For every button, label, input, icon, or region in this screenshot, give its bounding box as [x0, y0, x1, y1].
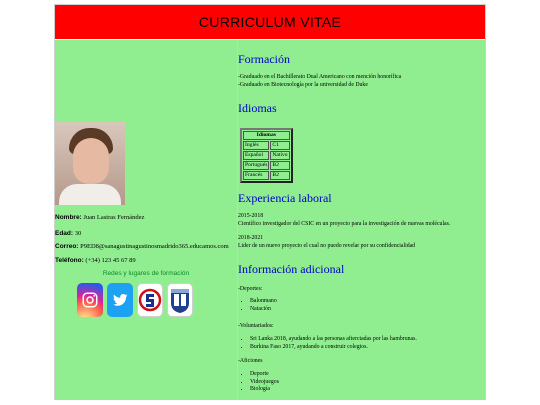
page-title: CURRICULUM VITAE: [198, 14, 342, 30]
school-logo-icon[interactable]: [137, 283, 163, 317]
adicional-title: Información adicional: [238, 262, 345, 276]
twitter-icon[interactable]: [107, 283, 133, 317]
correo-label: Correo:: [55, 243, 79, 250]
deportes-list: [250, 298, 277, 313]
nombre-label: Nombre:: [55, 214, 82, 221]
telefono-label: Teléfono:: [55, 257, 84, 264]
list-item: • Deporte: [250, 371, 279, 379]
social-links: [77, 283, 193, 317]
experiencia-desc: Científico investigador del CSIC en un proyecto para la investigación de nuevas moléculas.: [238, 221, 451, 227]
left-column: [55, 40, 237, 400]
edad-label: Edad:: [55, 230, 74, 237]
idiomas-table: [240, 128, 293, 183]
idiomas-table-header: Idiomas: [243, 131, 290, 140]
experiencia-years: 2018-2021: [238, 235, 264, 241]
cv-page: [54, 4, 486, 400]
idioma-name: Inglés: [243, 141, 269, 150]
edad-value: 30: [74, 230, 82, 237]
list-item: • Sri Lanka 2018, ayudando a las personas afterctadas por las hambrunas.: [250, 336, 417, 344]
experiencia-title: Experiencia laboral: [238, 191, 332, 205]
formacion-line: -Graduado en Biotecnología por la universidad de Duke: [238, 82, 368, 88]
idioma-level: C1: [270, 141, 289, 150]
experiencia-desc: Lider de un nuevo proyecto el cual no puedo revelar por su confidencialidad: [238, 243, 416, 249]
nombre-row: [55, 214, 144, 221]
aficiones-list: [250, 371, 279, 394]
page-header: [55, 5, 485, 39]
voluntariados-list: [250, 336, 417, 351]
list-item: • Natación: [250, 306, 277, 314]
experiencia-years: 2015-2018: [238, 213, 264, 219]
list-item: • Biología: [250, 386, 279, 394]
list-item: • Balonmano: [250, 298, 277, 306]
deportes-label: -Deportes:: [238, 286, 263, 292]
correo-row: [55, 243, 229, 250]
right-column: [238, 40, 485, 400]
table-row: [243, 141, 290, 150]
instagram-icon[interactable]: [77, 283, 103, 317]
idioma-name: Francés: [243, 171, 269, 180]
table-row: [243, 171, 290, 180]
table-row: [243, 151, 290, 160]
agustinos-logo-icon[interactable]: [167, 283, 193, 317]
idioma-level: B2: [270, 171, 289, 180]
formacion-line: -Graduado en el Bachillerato Dual Americano con mención honorífica: [238, 74, 402, 80]
social-title: Redes y lugares de formación: [102, 270, 190, 277]
idioma-name: Español: [243, 151, 269, 160]
correo-value[interactable]: P9ED8@sanagustinagustinosmadrido365.educamos.com: [80, 243, 229, 250]
idioma-level: Nativo: [272, 152, 288, 158]
telefono-row: [55, 257, 136, 264]
formacion-title: Formación: [238, 52, 290, 66]
aficiones-label: -Aficiones: [238, 358, 263, 364]
profile-photo: [55, 122, 125, 205]
list-item: • Burkina Faso 2017, ayudando a construir colegios.: [250, 344, 417, 352]
edad-row: [55, 230, 81, 237]
telefono-value: (+34) 123 45 67 89: [85, 257, 136, 264]
idioma-level: B2: [270, 161, 289, 170]
table-row: [243, 161, 290, 170]
voluntariados-label: -Voluntariados:: [238, 323, 274, 329]
nombre-value: Juan Lastras Fernández: [83, 214, 145, 221]
idiomas-title: Idiomas: [238, 101, 277, 115]
list-item: • Videojuegos: [250, 379, 279, 387]
idioma-name: Portugués: [245, 162, 268, 168]
